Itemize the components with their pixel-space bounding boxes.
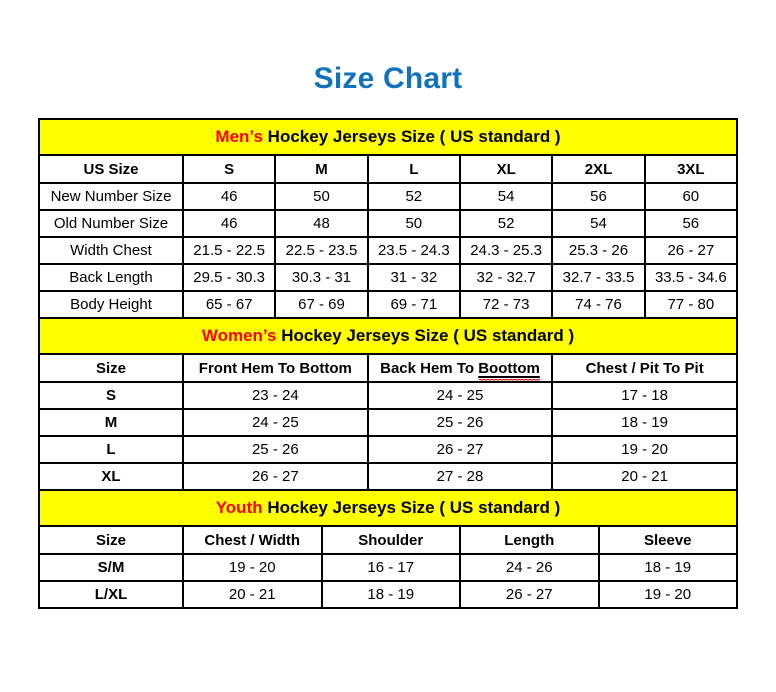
value-cell: 17 - 18 [552, 382, 737, 409]
page-title: Size Chart [313, 62, 463, 95]
value-cell: 77 - 80 [645, 291, 737, 318]
section-title-highlight: Women’s [201, 326, 277, 345]
table-row [39, 183, 737, 210]
value-cell: 56 [552, 183, 644, 210]
value-cell: 52 [460, 210, 552, 237]
value-cell: 69 - 71 [368, 291, 460, 318]
value-cell: 27 - 28 [368, 463, 553, 490]
misspelled-word: Boottom ~~~~~ [478, 360, 540, 377]
value-cell: 24 - 25 [183, 409, 368, 436]
column-header-cell: US Size [39, 155, 183, 183]
row-label-cell: S [39, 382, 183, 409]
row-label-cell: L [39, 436, 183, 463]
column-header-cell: S [183, 155, 275, 183]
column-header-cell: 3XL [645, 155, 737, 183]
table-row [39, 210, 737, 237]
column-header-cell: M [275, 155, 367, 183]
value-cell: 21.5 - 22.5 [183, 237, 275, 264]
value-cell: 23 - 24 [183, 382, 368, 409]
table-row [39, 581, 737, 608]
value-cell: 67 - 69 [275, 291, 367, 318]
value-cell: 29.5 - 30.3 [183, 264, 275, 291]
value-cell: 31 - 32 [368, 264, 460, 291]
table-row [39, 382, 737, 409]
row-label-cell: New Number Size [39, 183, 183, 210]
value-cell: 26 - 27 [645, 237, 737, 264]
value-cell: 54 [552, 210, 644, 237]
table-row [39, 264, 737, 291]
column-header-cell: Size [39, 526, 183, 554]
section-title-rest: Hockey Jerseys Size ( US standard ) [276, 326, 575, 345]
table-row [39, 554, 737, 581]
table-row [39, 291, 737, 318]
section-title-rest: Hockey Jerseys Size ( US standard ) [262, 127, 561, 146]
value-cell: 24.3 - 25.3 [460, 237, 552, 264]
value-cell: 33.5 - 34.6 [645, 264, 737, 291]
column-header-cell: XL [460, 155, 552, 183]
value-cell: 22.5 - 23.5 [275, 237, 367, 264]
row-label-cell: L/XL [39, 581, 183, 608]
row-label-cell: M [39, 409, 183, 436]
value-cell: 54 [460, 183, 552, 210]
value-cell: 23.5 - 24.3 [368, 237, 460, 264]
value-cell: 19 - 20 [599, 581, 738, 608]
value-cell: 32.7 - 33.5 [552, 264, 644, 291]
value-cell: 60 [645, 183, 737, 210]
section-title-highlight: Men’s [215, 127, 263, 146]
value-cell: 52 [368, 183, 460, 210]
row-label-cell: Width Chest [39, 237, 183, 264]
value-cell: 16 - 17 [322, 554, 461, 581]
section-title-band [39, 318, 737, 354]
value-cell: 48 [275, 210, 367, 237]
table-row [39, 436, 737, 463]
value-cell: 32 - 32.7 [460, 264, 552, 291]
column-header-cell: Size [39, 354, 183, 382]
value-cell: 20 - 21 [552, 463, 737, 490]
column-header-cell: Chest / Pit To Pit [552, 354, 737, 382]
value-cell: 26 - 27 [460, 581, 599, 608]
column-header-cell: Chest / Width [183, 526, 322, 554]
value-cell: 74 - 76 [552, 291, 644, 318]
table-row [39, 237, 737, 264]
mens-size-table [38, 118, 738, 319]
column-header-cell: L [368, 155, 460, 183]
womens-size-table [38, 317, 738, 491]
section-title-band [39, 490, 737, 526]
section-title-rest: Hockey Jerseys Size ( US standard ) [262, 498, 561, 517]
table-row [39, 463, 737, 490]
header-text: Back Hem To [380, 359, 479, 377]
value-cell: 18 - 19 [552, 409, 737, 436]
section-title-band [39, 119, 737, 155]
youth-size-table [38, 489, 738, 609]
value-cell: 50 [368, 210, 460, 237]
value-cell: 19 - 20 [552, 436, 737, 463]
value-cell: 65 - 67 [183, 291, 275, 318]
value-cell: 18 - 19 [322, 581, 461, 608]
value-cell: 25 - 26 [368, 409, 553, 436]
row-label-cell: Back Length [39, 264, 183, 291]
row-label-cell: Old Number Size [39, 210, 183, 237]
column-header-cell: Front Hem To Bottom [183, 354, 368, 382]
value-cell: 72 - 73 [460, 291, 552, 318]
value-cell: 46 [183, 183, 275, 210]
row-label-cell: S/M [39, 554, 183, 581]
value-cell: 26 - 27 [183, 463, 368, 490]
value-cell: 20 - 21 [183, 581, 322, 608]
column-header-cell [368, 354, 553, 382]
column-header-cell: 2XL [552, 155, 644, 183]
value-cell: 24 - 25 [368, 382, 553, 409]
value-cell: 19 - 20 [183, 554, 322, 581]
value-cell: 24 - 26 [460, 554, 599, 581]
value-cell: 50 [275, 183, 367, 210]
column-header-cell: Length [460, 526, 599, 554]
value-cell: 30.3 - 31 [275, 264, 367, 291]
table-row [39, 409, 737, 436]
row-label-cell: XL [39, 463, 183, 490]
row-label-cell: Body Height [39, 291, 183, 318]
value-cell: 46 [183, 210, 275, 237]
column-header-cell: Sleeve [599, 526, 738, 554]
section-title-highlight: Youth [215, 498, 263, 517]
value-cell: 25 - 26 [183, 436, 368, 463]
column-header-cell: Shoulder [322, 526, 461, 554]
value-cell: 56 [645, 210, 737, 237]
value-cell: 18 - 19 [599, 554, 738, 581]
size-chart-tables [38, 118, 738, 609]
value-cell: 25.3 - 26 [552, 237, 644, 264]
value-cell: 26 - 27 [368, 436, 553, 463]
